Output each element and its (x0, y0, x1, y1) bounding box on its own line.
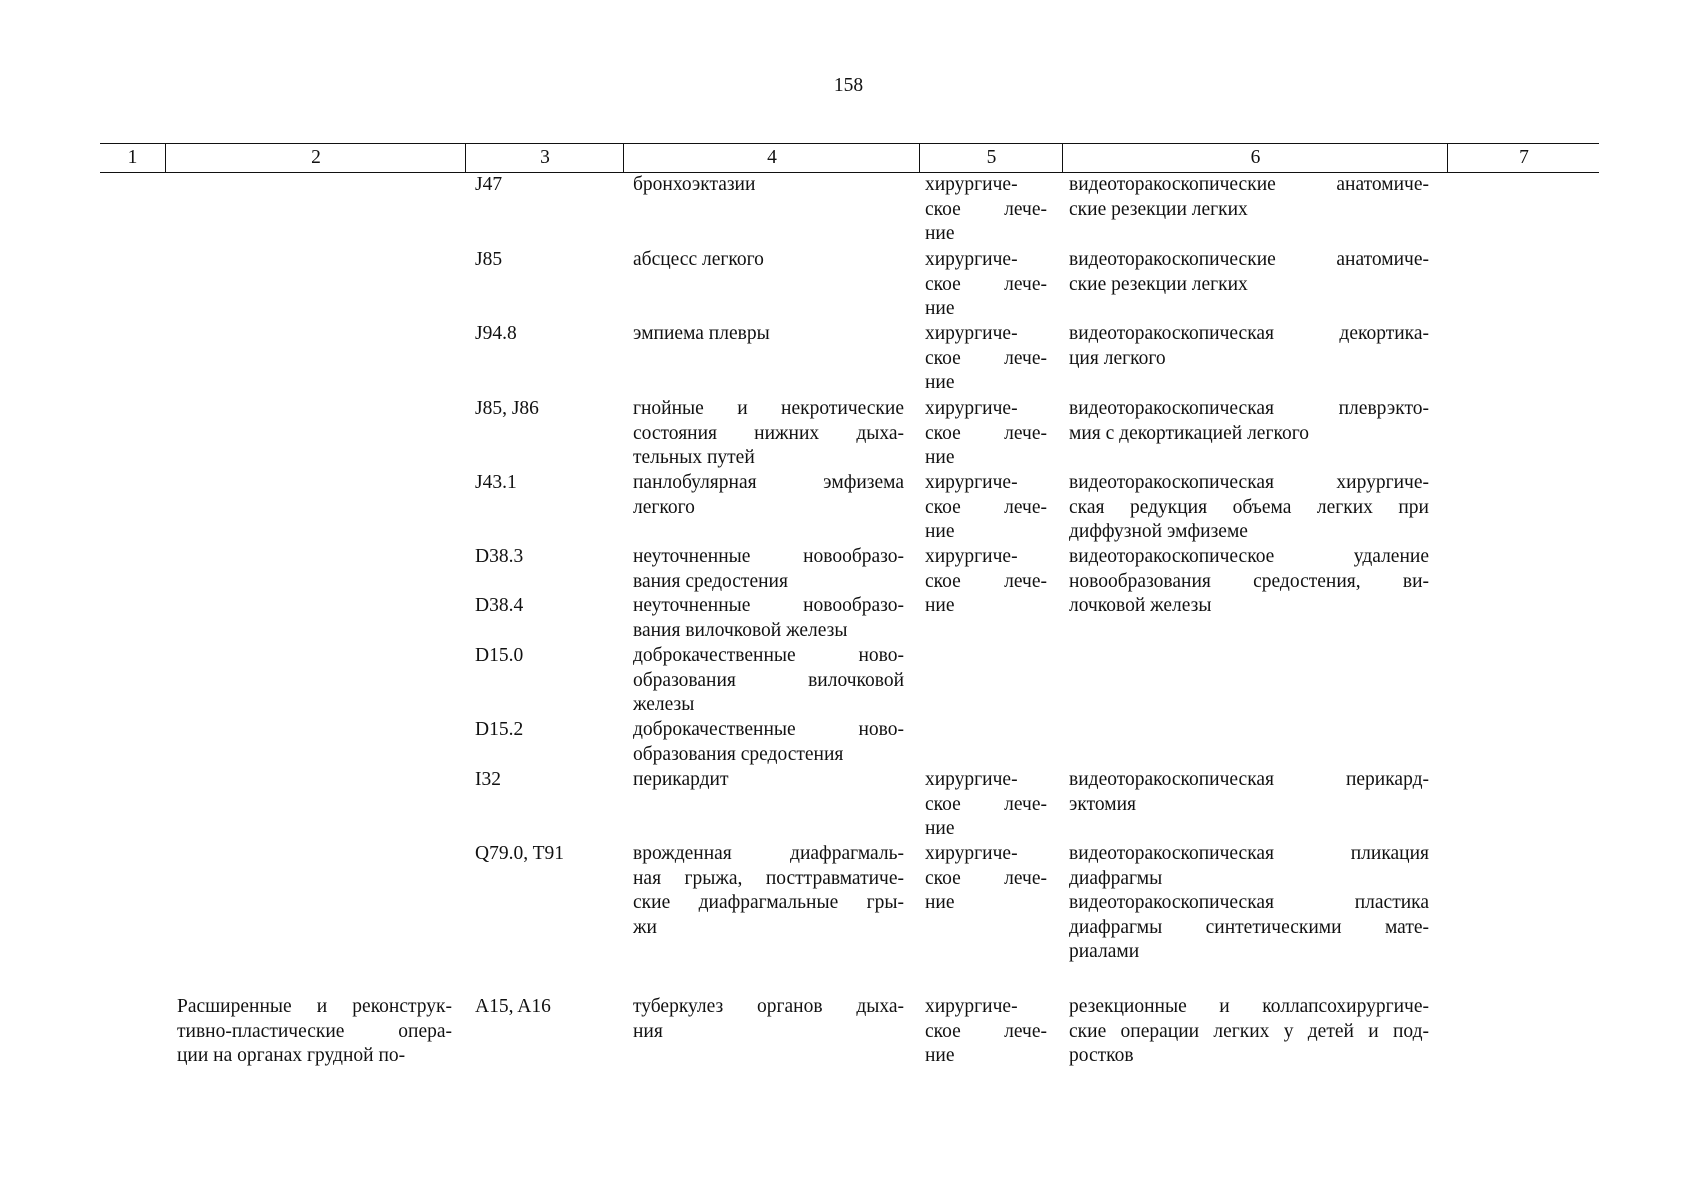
text-line: хирургиче- (925, 174, 1018, 195)
text-line: видеоторакоскопическая пластика (1069, 892, 1429, 913)
text-line: хирургиче- (925, 996, 1018, 1017)
diagnosis-description (633, 594, 904, 643)
text-line: доброкачественные ново- (633, 645, 904, 666)
text-line: ские резекции легких (1069, 273, 1248, 295)
diagnosis-description (633, 644, 904, 718)
diagnosis-code: Q79.0, T91 (475, 843, 565, 864)
text-line: тельных путей (633, 447, 755, 468)
diagnosis-description (633, 842, 904, 940)
treatment-type (925, 545, 1047, 619)
diagnosis-code: D15.2 (475, 719, 524, 740)
diagnosis-description (633, 248, 904, 273)
diagnosis-description (633, 471, 904, 520)
text-line: видеоторакоскопические анатомиче- (1069, 174, 1429, 195)
text-line: лочковой железы (1069, 595, 1212, 616)
text-line: хирургиче- (925, 249, 1018, 270)
treatment-method (1069, 545, 1429, 619)
column-header-5: 5 (919, 144, 1063, 172)
diagnosis-code: D38.3 (475, 546, 524, 567)
diagnosis-code: A15, A16 (475, 996, 551, 1017)
column-header-4: 4 (623, 144, 920, 172)
treatment-type (925, 768, 1047, 842)
text-line: видеоторакоскопическая декортика- (1069, 323, 1429, 344)
text-line: ции на органах грудной по- (177, 1045, 406, 1066)
text-line: видеоторакоскопическая плеврэкто- (1069, 398, 1429, 419)
text-line: абсцесс легкого (633, 249, 764, 270)
text-line: ские диафрагмальные гры- (633, 892, 904, 913)
text-line: ское лече- (925, 570, 1047, 592)
text-line: ния (633, 1020, 663, 1042)
diagnosis-description (633, 322, 904, 347)
treatment-type (925, 173, 1047, 247)
text-line: ная грыжа, посттравматиче- (633, 867, 904, 889)
text-line: ние (925, 1045, 955, 1066)
text-line: Расширенные и реконструк- (177, 996, 452, 1017)
text-line: тивно-пластические опера- (177, 1020, 452, 1042)
text-line: ская редукция объема легких при (1069, 496, 1429, 518)
text-line: ское лече- (925, 347, 1047, 369)
treatment-type (925, 322, 1047, 396)
column-header-6: 6 (1062, 144, 1448, 172)
text-line: ское лече- (925, 496, 1047, 518)
treatment-type (925, 471, 1047, 545)
diagnosis-code: J85 (475, 249, 503, 270)
text-line: бронхоэктазии (633, 174, 756, 195)
text-line: ские операции легких у детей и под- (1069, 1020, 1429, 1042)
text-line: диффузной эмфиземе (1069, 521, 1248, 542)
text-line: эктомия (1069, 793, 1136, 815)
diagnosis-description (633, 995, 904, 1044)
text-line: неуточненные новообразо- (633, 595, 904, 616)
text-line: ростков (1069, 1045, 1134, 1066)
text-line: ция легкого (1069, 347, 1166, 369)
text-line: видеоторакоскопическая перикард- (1069, 769, 1429, 790)
treatment-method (1069, 322, 1429, 371)
text-line: эмпиема плевры (633, 323, 770, 344)
diagnosis-code: J94.8 (475, 323, 517, 344)
text-line: мия с декортикацией легкого (1069, 422, 1309, 444)
text-line: хирургиче- (925, 843, 1018, 864)
text-line: ское лече- (925, 793, 1047, 815)
text-line: вания средостения (633, 570, 788, 592)
diagnosis-code: D15.0 (475, 645, 524, 666)
text-line: хирургиче- (925, 398, 1018, 419)
text-line: образования вилочковой (633, 669, 904, 691)
text-line: видеоторакоскопическая пликация (1069, 843, 1429, 864)
table-header-row (100, 143, 1599, 173)
treatment-method (1069, 842, 1429, 965)
procedure-group (177, 995, 452, 1069)
text-line: диафрагмы (1069, 867, 1163, 889)
text-line: новообразования средостения, ви- (1069, 570, 1429, 592)
treatment-method (1069, 995, 1429, 1069)
diagnosis-code: D38.4 (475, 595, 524, 616)
column-header-3: 3 (465, 144, 624, 172)
column-header-2: 2 (165, 144, 466, 172)
treatment-method (1069, 173, 1429, 222)
page-number: 158 (833, 75, 864, 96)
treatment-method (1069, 248, 1429, 297)
text-line: жи (633, 916, 657, 938)
text-line: ние (925, 223, 955, 244)
text-line: ние (925, 298, 955, 319)
diagnosis-description (633, 545, 904, 594)
column-header-7: 7 (1447, 144, 1600, 172)
text-line: ские резекции легких (1069, 198, 1248, 220)
text-line: ние (925, 892, 955, 913)
treatment-type (925, 995, 1047, 1069)
text-line: ское лече- (925, 867, 1047, 889)
text-line: ние (925, 372, 955, 393)
diagnosis-description (633, 397, 904, 471)
diagnosis-description (633, 768, 904, 793)
treatment-method (1069, 768, 1429, 817)
text-line: видеоторакоскопическая хирургиче- (1069, 472, 1429, 493)
column-header-1: 1 (127, 147, 138, 168)
treatment-type (925, 397, 1047, 471)
text-line: ние (925, 521, 955, 542)
text-line: хирургиче- (925, 472, 1018, 493)
diagnosis-code: J43.1 (475, 472, 517, 493)
text-line: ское лече- (925, 1020, 1047, 1042)
treatment-type (925, 248, 1047, 322)
treatment-method (1069, 397, 1429, 446)
text-line: ние (925, 595, 955, 616)
text-line: панлобулярная эмфизема (633, 472, 904, 493)
text-line: перикардит (633, 769, 729, 790)
text-line: гнойные и некротические (633, 398, 904, 419)
text-line: хирургиче- (925, 323, 1018, 344)
diagnosis-description (633, 173, 904, 198)
text-line: резекционные и коллапсохирургиче- (1069, 996, 1429, 1017)
text-line: хирургиче- (925, 769, 1018, 790)
diagnosis-code: J85, J86 (475, 398, 539, 419)
text-line: ское лече- (925, 198, 1047, 220)
text-line: видеоторакоскопическое удаление (1069, 546, 1429, 567)
text-line: железы (633, 694, 695, 715)
text-line: ское лече- (925, 273, 1047, 295)
text-line: ние (925, 447, 955, 468)
diagnosis-code: I32 (475, 769, 501, 790)
treatment-type (925, 842, 1047, 916)
text-line: легкого (633, 496, 695, 518)
text-line: диафрагмы синтетическими мате- (1069, 916, 1429, 938)
text-line: неуточненные новообразо- (633, 546, 904, 567)
text-line: ние (925, 818, 955, 839)
text-line: видеоторакоскопические анатомиче- (1069, 249, 1429, 270)
treatment-method (1069, 471, 1429, 545)
text-line: хирургиче- (925, 546, 1018, 567)
text-line: состояния нижних дыха- (633, 422, 904, 444)
text-line: образования средостения (633, 743, 844, 765)
text-line: ское лече- (925, 422, 1047, 444)
text-line: доброкачественные ново- (633, 719, 904, 740)
text-line: туберкулез органов дыха- (633, 996, 904, 1017)
diagnosis-code: J47 (475, 174, 503, 195)
text-line: врожденная диафрагмаль- (633, 843, 904, 864)
text-line: риалами (1069, 941, 1140, 962)
diagnosis-description (633, 718, 904, 767)
text-line: вания вилочковой железы (633, 619, 848, 641)
